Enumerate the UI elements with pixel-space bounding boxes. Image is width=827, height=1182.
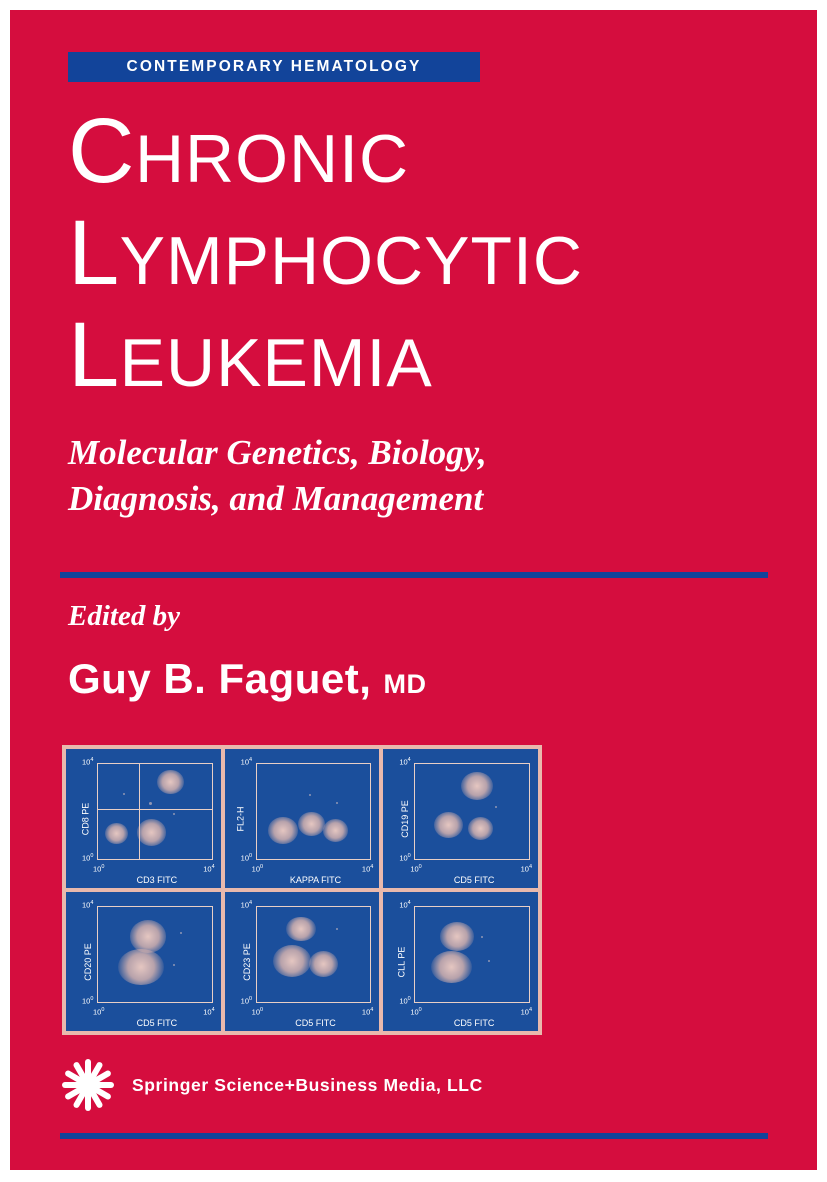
event-speckle: [180, 932, 182, 934]
cell-cluster: [461, 772, 493, 801]
publisher-name: Springer Science+Business Media, LLC: [132, 1074, 483, 1095]
y-tick-low-icon: $10^0$: [240, 852, 253, 862]
cell-cluster: [268, 817, 298, 844]
cell-cluster: [273, 945, 312, 977]
title-line-2: [68, 201, 768, 304]
quadrant-vertical-line: [139, 764, 140, 859]
panel-cd20-cd5-xlabel: CD5 FITC: [136, 1018, 178, 1028]
title-line-3-cap: L: [68, 303, 120, 406]
cell-cluster: [440, 922, 474, 951]
panel-cd8-cd3: [66, 749, 221, 888]
x-tick-low-icon: $10^0$: [93, 1006, 105, 1016]
title-line-3-rest: EUKEMIA: [119, 324, 433, 401]
y-tick-high-icon: $10^4$: [240, 757, 253, 767]
cell-cluster: [323, 819, 348, 842]
title-line-1: [68, 100, 768, 202]
cell-cluster: [105, 823, 128, 844]
divider-bottom: [60, 1133, 768, 1139]
event-speckle: [149, 802, 152, 805]
y-tick-high-icon: $10^4$: [82, 900, 94, 910]
event-speckle: [173, 964, 175, 966]
subtitle: [68, 430, 768, 522]
x-tick-low-icon: $10^0$: [410, 1006, 422, 1016]
panel-cd19-cd5-xlabel: CD5 FITC: [453, 875, 495, 885]
cell-cluster: [137, 819, 167, 846]
plot-area: [256, 906, 372, 1003]
panel-cd23-cd5-xlabel: CD5 FITC: [295, 1018, 336, 1028]
panel-cll-cd5-ylabel: CLL PE: [396, 946, 407, 977]
panel-cd19-cd5-ylabel: CD19 PE: [400, 799, 411, 838]
x-tick-high-icon: $10^4$: [520, 863, 532, 873]
y-tick-high-icon: $10^4$: [399, 900, 411, 910]
series-banner-label: CONTEMPORARY HEMATOLOGY: [126, 58, 422, 75]
title-line-2-cap: L: [68, 201, 120, 304]
page-title: [68, 100, 768, 410]
x-tick-high-icon: $10^4$: [203, 863, 215, 873]
event-speckle: [173, 813, 175, 815]
cell-cluster: [286, 917, 316, 942]
editor-degree: MD: [383, 669, 427, 699]
cell-cluster: [434, 812, 464, 839]
cell-cluster: [157, 770, 184, 795]
series-banner: [68, 52, 480, 82]
panel-cd8-cd3-ylabel: CD8 PE: [80, 802, 91, 835]
x-tick-high-icon: $10^4$: [520, 1006, 532, 1016]
cover-top-edge: [0, 0, 827, 10]
title-line-2-rest: YMPHOCYTIC: [119, 222, 584, 299]
title-line-3: [68, 303, 768, 406]
editor-name: [68, 655, 427, 703]
springer-logo-icon: [60, 1057, 116, 1113]
plot-area: [97, 906, 213, 1003]
subtitle-line-1: Molecular Genetics, Biology,: [68, 433, 487, 472]
title-line-1-cap: C: [68, 100, 135, 202]
event-speckle: [481, 936, 483, 938]
plot-area: [256, 763, 372, 860]
y-tick-high-icon: $10^4$: [399, 757, 411, 767]
panel-fl2-kappa-xlabel: KAPPA FITC: [289, 875, 342, 885]
panel-cll-cd5-xlabel: CD5 FITC: [453, 1018, 495, 1028]
title-line-1-rest: HRONIC: [134, 121, 410, 197]
publisher-block: [60, 1055, 483, 1115]
y-tick-high-icon: $10^4$: [82, 757, 94, 767]
cell-cluster: [431, 951, 472, 983]
event-speckle: [336, 802, 338, 804]
event-speckle: [123, 793, 125, 795]
y-tick-high-icon: $10^4$: [240, 900, 253, 910]
cell-cluster: [309, 951, 339, 978]
y-tick-low-icon: $10^0$: [399, 852, 411, 862]
x-tick-low-icon: $10^0$: [251, 863, 264, 873]
panel-cll-cd5: [383, 892, 538, 1031]
y-tick-low-icon: $10^0$: [82, 852, 94, 862]
panel-cd19-cd5: [383, 749, 538, 888]
panel-fl2-kappa-ylabel: FL2-H: [235, 805, 246, 832]
plot-area: [97, 763, 213, 860]
x-tick-high-icon: $10^4$: [361, 1006, 374, 1016]
event-speckle: [309, 794, 311, 796]
flow-cytometry-figure: [62, 745, 542, 1035]
cover-bottom-edge: [0, 1170, 827, 1182]
panel-cd20-cd5-ylabel: CD20 PE: [82, 942, 93, 981]
x-tick-high-icon: $10^4$: [203, 1006, 215, 1016]
panel-fl2-kappa: [225, 749, 380, 888]
y-tick-low-icon: $10^0$: [82, 995, 94, 1005]
cell-cluster: [468, 817, 493, 840]
edited-by-label: Edited by: [68, 600, 180, 632]
x-tick-low-icon: $10^0$: [410, 863, 422, 873]
panel-cd23-cd5-ylabel: CD23 PE: [241, 942, 252, 981]
y-tick-low-icon: $10^0$: [240, 995, 253, 1005]
x-tick-low-icon: $10^0$: [93, 863, 105, 873]
editor-name-text: Guy B. Faguet,: [68, 655, 372, 702]
quadrant-horizontal-line: [98, 809, 212, 810]
subtitle-line-2: Diagnosis, and Management: [68, 479, 484, 519]
cell-cluster: [118, 949, 163, 985]
x-tick-low-icon: $10^0$: [251, 1006, 264, 1016]
event-speckle: [336, 928, 338, 930]
event-speckle: [495, 806, 497, 808]
plot-area: [414, 763, 530, 860]
x-tick-high-icon: $10^4$: [361, 863, 374, 873]
plot-area: [414, 906, 530, 1003]
panel-cd23-cd5: [225, 892, 380, 1031]
y-tick-low-icon: $10^0$: [399, 995, 411, 1005]
cell-cluster: [298, 812, 325, 837]
divider-middle: [60, 572, 768, 578]
panel-cd20-cd5: [66, 892, 221, 1031]
cell-cluster: [130, 920, 166, 952]
panel-cd8-cd3-xlabel: CD3 FITC: [136, 875, 178, 885]
event-speckle: [488, 960, 490, 962]
